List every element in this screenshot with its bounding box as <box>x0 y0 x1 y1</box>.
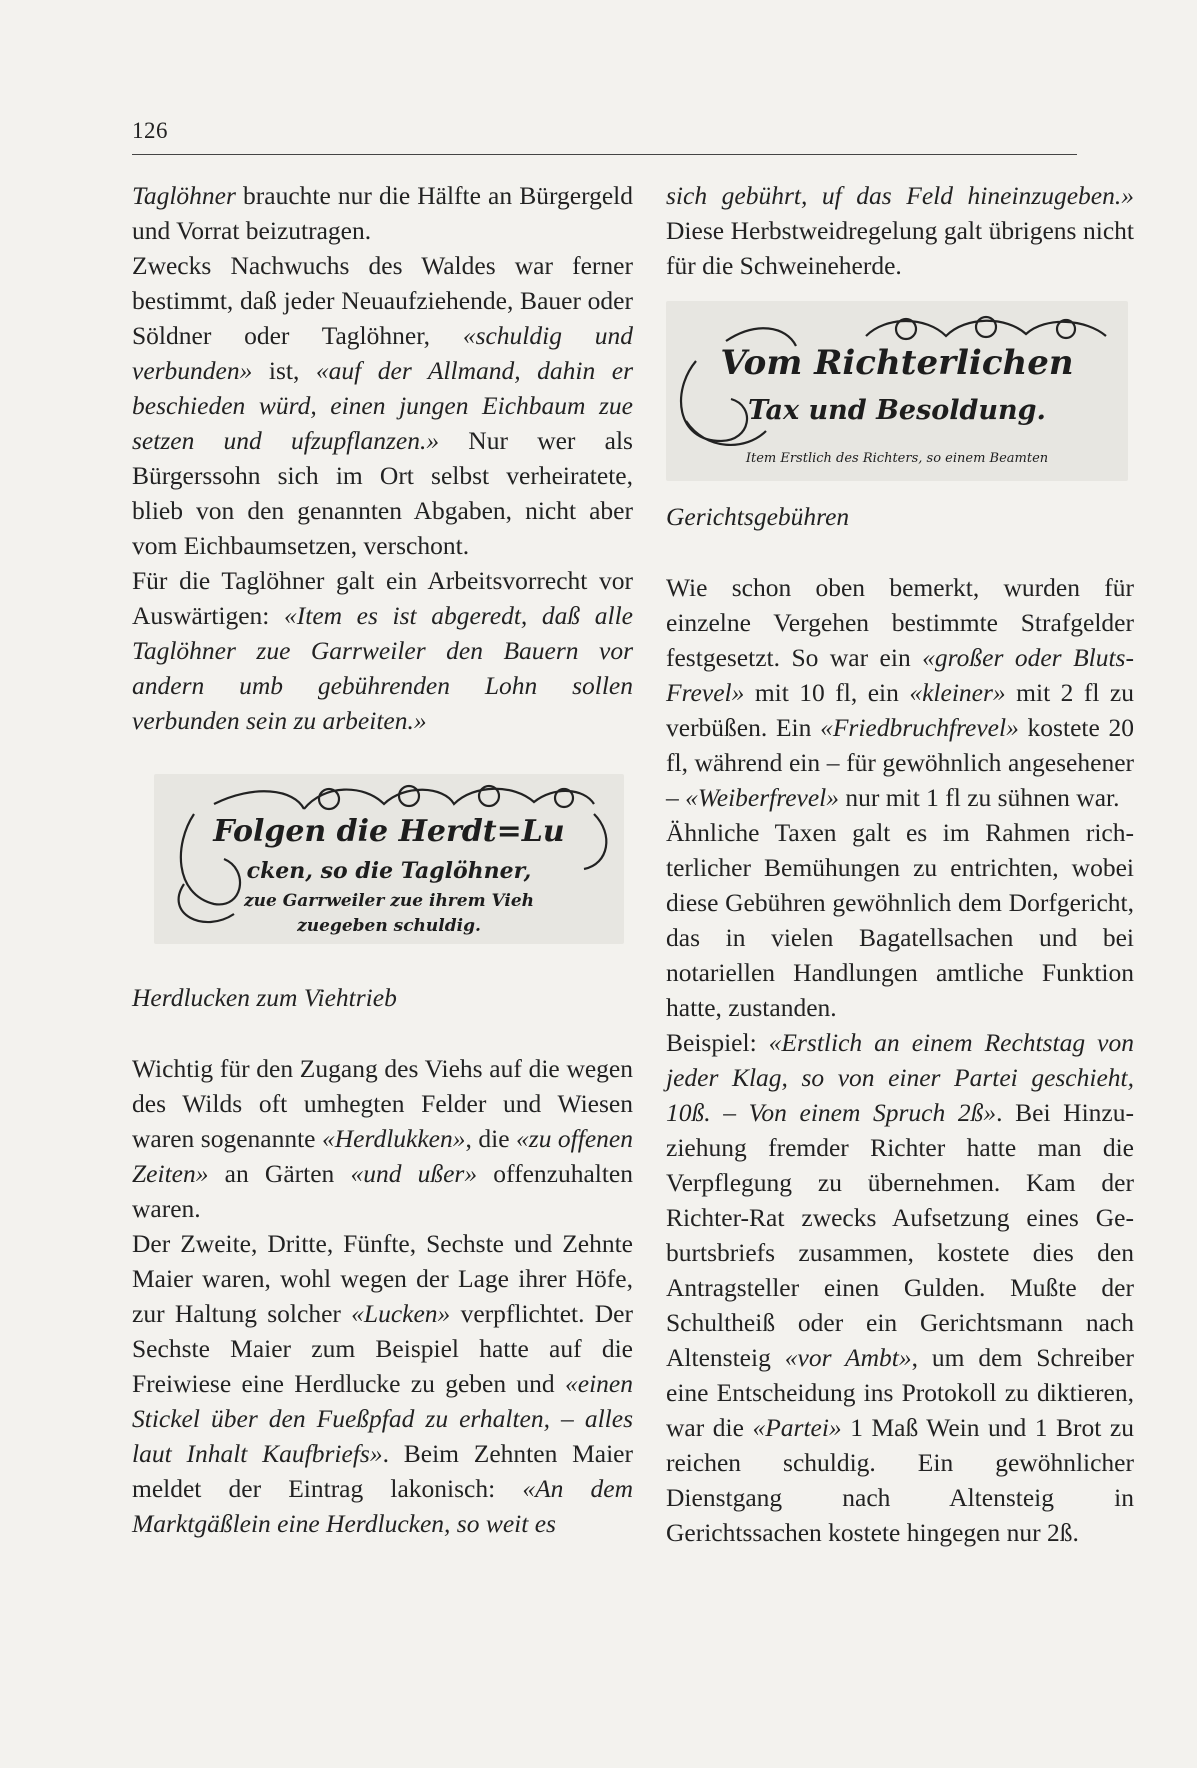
calligraphy-herdlucken <box>154 774 624 944</box>
paragraph-4-text-d: offenzuhalten waren. <box>132 1159 634 1223</box>
paragraph-r2-text-b: mit 10 fl, ein <box>744 678 910 707</box>
paragraph-r2-text-a: Wie schon oben bemerkt, wurden für einzelne Vergehen bestimmte Strafgelder festgesetzt. So war ein <box>666 573 1134 672</box>
right-column <box>666 178 1134 1550</box>
calligraphy-richterlich <box>666 301 1128 481</box>
quote-lucken: «Lucken» <box>351 1299 451 1328</box>
page-number: 126 <box>132 118 168 143</box>
quote-allmand: «auf der Allmand, dahin er beschieden würd, einen jungen Eichbaum zue setzen und ufzupflanzen.» <box>132 356 634 455</box>
paragraph-4-text-c: an Gärten <box>208 1159 351 1188</box>
paragraph-5 <box>132 1226 633 1541</box>
quote-vor-ambt: «vor Ambt» <box>784 1343 912 1372</box>
calligraphy-r-line-2: Tax und Besoldung. <box>748 395 1046 426</box>
paragraph-r3: Ähnliche Taxen galt es im Rahmen richterlicher Bemühungen zu entrichten, wobei diese Gebühren gewöhnlich dem Dorfgericht, das in vielen Bagatellsachen und bei notariellen Handlungen amtliche Funktion hatte, zustanden. <box>666 818 1134 1022</box>
quote-partei: «Partei» <box>752 1413 842 1442</box>
caption-herdlucken: Herdlucken zum Viehtrieb <box>132 983 397 1012</box>
quote-blutsfrevel: «großer oder BlutsFrevel» <box>666 643 1134 707</box>
paragraph-r2-text-d: kostete 20 fl, während ein – für gewöhnlich angesehener – <box>666 713 1134 812</box>
quote-weiberfrevel: «Weiberfrevel» <box>685 783 840 812</box>
header-rule <box>132 154 1077 155</box>
paragraph-r2-text-c: mit 2 fl zu verbüßen. Ein <box>666 678 1134 742</box>
quote-marktgaesslein: «An dem Marktgäßlein eine Herdlucken, so weit es <box>132 1474 633 1538</box>
quote-stickel: «einen Stickel über den Fueßpfad zu erhalten, – alles laut Inhalt Kaufbriefs» <box>132 1369 633 1468</box>
quote-item: «Item es ist abgeredt, daß alle Taglöhner zue Garrweiler den Bauern vor andern umb gebührenden Lohn sollen verbunden sein zu arbeiten.» <box>132 601 633 735</box>
paragraph-3-text: Für die Taglöhner galt ein Arbeitsvorrecht vor Auswärtigen: <box>132 566 633 630</box>
left-column <box>132 178 633 1541</box>
paragraph-r1-text: Diese Herbstweidregelung galt übrigens nicht für die Schweineherde. <box>666 216 1134 280</box>
calligraphy-r-line-1: Vom Richterlichen <box>720 343 1074 383</box>
paragraph-r4-text-d: 1 Maß Wein und 1 Brot zu reichen schuldig. Ein gewöhnlicher Dienstgang nach Altensteig in Gerichtssachen kostete hingegen nur 2ß. <box>666 1413 1134 1547</box>
calligraphy-line-3: zue Garrweiler zue ihrem Vieh <box>243 891 535 911</box>
paragraph-1 <box>132 178 633 248</box>
paragraph-r4-text-a: Beispiel: <box>666 1028 769 1057</box>
paragraph-5-text-a: Der Zweite, Dritte, Fünfte, Sechste und Zehnte Maier waren, wohl wegen der Lage ihrer Höfe, zur Haltung solcher <box>132 1229 633 1328</box>
paragraph-r4-text-b: . Bei Hinzuziehung fremder Richter hatte man die Verpflegung zu übernehmen. Kam der Richter-Rat zwecks Aufsetzung eines Geburtsbriefs zusammen, kostete dies den Antragsteller einen Gulden. Mußte der Schultheiß oder ein Gerichtsmann nach Altensteig <box>666 1098 1134 1372</box>
quote-rechtstag: «Erstlich an einem Rechtstag von jeder Klag, so von einer Partei geschieht, 10ß. – Von einem Spruch 2ß» <box>666 1028 1134 1127</box>
paragraph-r4 <box>666 1025 1134 1550</box>
quote-und-usser: «und ußer» <box>350 1159 478 1188</box>
quote-feld: sich gebührt, uf das Feld hineinzugeben.» <box>666 181 1134 210</box>
caption-gerichtsgebuehren: Gerichtsgebühren <box>666 502 850 531</box>
paragraph-r2 <box>666 570 1134 815</box>
calligraphy-r-line-3: Item Erstlich des Richters, so einem Beamten <box>745 451 1049 466</box>
paragraph-r1 <box>666 178 1134 283</box>
paragraph-4-text-b: , die <box>465 1124 517 1153</box>
paragraph-r4-text-c: , um dem Schreiber eine Entscheidung ins Protokoll zu diktieren, war die <box>666 1343 1134 1442</box>
paragraph-2-text-b: ist, <box>252 356 316 385</box>
calligraphy-line-1: Folgen die Herdt=Lu <box>213 814 565 849</box>
quote-kleiner: «kleiner» <box>909 678 1006 707</box>
paragraph-3 <box>132 563 633 738</box>
quote-schuldig: «schuldig und verbunden» <box>132 321 633 385</box>
quote-offenen-zeiten: «zu offenen Zeiten» <box>132 1124 633 1188</box>
paragraph-r2-text-e: nur mit 1 fl zu sühnen war. <box>839 783 1120 812</box>
term-tagloehner: Taglöhner <box>132 181 236 210</box>
paragraph-1-text: brauchte nur die Hälfte an Bürgergeld und Vorrat beizutragen. <box>132 181 633 245</box>
paragraph-2 <box>132 248 633 563</box>
paragraph-4 <box>132 1051 633 1226</box>
paragraph-2-text-a: Zwecks Nachwuchs des Waldes war ferner bestimmt, daß jeder Neuaufziehende, Bauer oder Söldner oder Taglöhner, <box>132 251 633 350</box>
paragraph-5-text-b: verpflichtet. Der Sechste Maier zum Beispiel hatte auf die Freiwiese eine Herdlucke zu geben und <box>132 1299 633 1398</box>
calligraphy-line-2: cken, so die Taglöhner, <box>246 858 532 884</box>
paragraph-2-text-c: Nur wer als Bürgerssohn sich im Ort selbst verheiratete, blieb von den genannten Abgaben, nicht aber vom Eichbaumsetzen, verschont. <box>132 426 633 560</box>
paragraph-4-text-a: Wichtig für den Zugang des Viehs auf die wegen des Wilds oft umhegten Felder und Wiesen waren sogenannte <box>132 1054 633 1153</box>
quote-herdlukken: «Herdlukken» <box>322 1124 466 1153</box>
quote-friedbruchfrevel: «Friedbruchfrevel» <box>820 713 1019 742</box>
paragraph-5-text-c: . Beim Zehnten Maier meldet der Eintrag lakonisch: <box>132 1439 633 1503</box>
calligraphy-line-4: zuegeben schuldig. <box>297 916 481 936</box>
